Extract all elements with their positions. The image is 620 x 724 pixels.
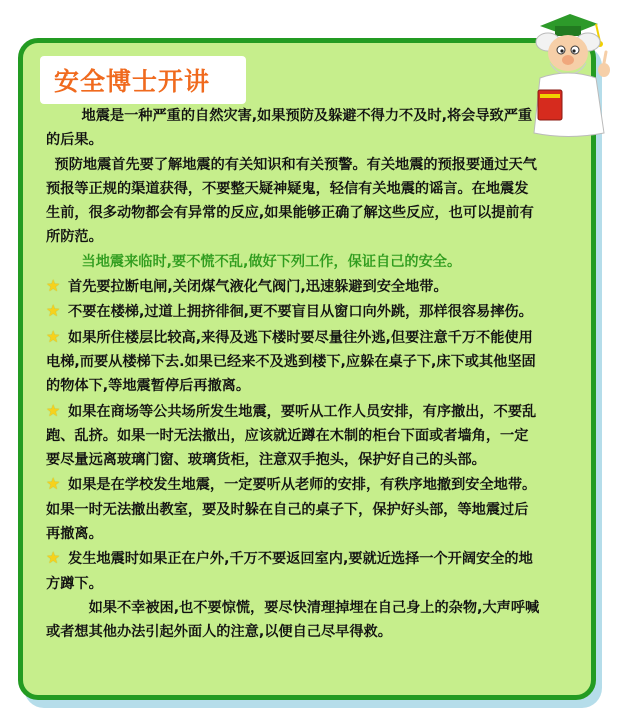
paragraph (46, 274, 540, 299)
paragraph (46, 399, 540, 473)
paragraph-text: 不要在楼梯,过道上拥挤徘徊,更不要盲目从窗口向外跳，那样很容易摔伤。 (68, 304, 533, 321)
paragraph-text: 如果在商场等公共场所发生地震，要听从工作人员安排，有序撤出，不要乱跑、乱挤。如果一时无法撤出，应该就近蹲在木制的柜台下面或者墙角，一定要尽量远离玻璃门窗、玻璃货柜，注意双手抱头，保护好自己的头部。 (46, 403, 537, 469)
paragraph (46, 472, 540, 546)
paragraph (46, 325, 540, 399)
paragraph-text: 如果所住楼层比较高,来得及逃下楼时要尽量往外逃,但要注意千万不能使用电梯,而要从楼梯下去.如果已经来不及逃到楼下,应躲在桌子下,床下或其他坚固的物体下,等地震暂停后再撤离。 (46, 329, 536, 395)
paragraph-text: 如果是在学校发生地震，一定要听从老师的安排，有秩序地撤到安全地带。如果一时无法撤出教室，要及时躲在自己的桌子下，保护好头部，等地震过后再撤离。 (46, 477, 537, 543)
paragraph-text: 发生地震时如果正在户外,千万不要返回室内,要就近选择一个开阔安全的地方蹲下。 (46, 551, 533, 592)
paragraph (46, 250, 540, 274)
star-icon: ★ (46, 301, 61, 321)
paragraph (46, 153, 540, 250)
star-icon: ★ (46, 548, 61, 568)
star-icon: ★ (46, 474, 61, 494)
paragraph-text: 当地震来临时,要不慌不乱,做好下列工作，保证自己的安全。 (81, 253, 462, 270)
content-body (46, 104, 540, 645)
star-icon: ★ (46, 326, 61, 346)
paragraph-text: 地震是一种严重的自然灾害,如果预防及躲避不得力不及时,将会导致严重的后果。 (46, 108, 533, 149)
page-title: 安全博士开讲 (54, 67, 211, 96)
paragraph (46, 104, 540, 153)
doctor-mascot (500, 8, 615, 143)
title-box (40, 56, 246, 104)
paragraph (46, 546, 540, 596)
paragraph (46, 596, 540, 645)
star-icon: ★ (46, 276, 61, 296)
paragraph-text: 首先要拉断电闸,关闭煤气液化气阀门,迅速躲避到安全地带。 (68, 279, 448, 296)
paragraph-text: 如果不幸被困,也不要惊慌，要尽快清理掉埋在自己身上的杂物,大声呼喊或者想其他办法引起外面人的注意,以便自己尽早得救。 (46, 599, 540, 641)
star-icon: ★ (46, 400, 61, 420)
paragraph-text: 预防地震首先要了解地震的有关知识和有关预警。有关地震的预报要通过天气预报等正规的渠道获得，不要整天疑神疑鬼，轻信有关地震的谣言。在地震发生前，很多动物都会有异常的反应,如果能够正确了解这些反应，也可以提前有所防范。 (46, 156, 537, 246)
paragraph (46, 299, 540, 324)
